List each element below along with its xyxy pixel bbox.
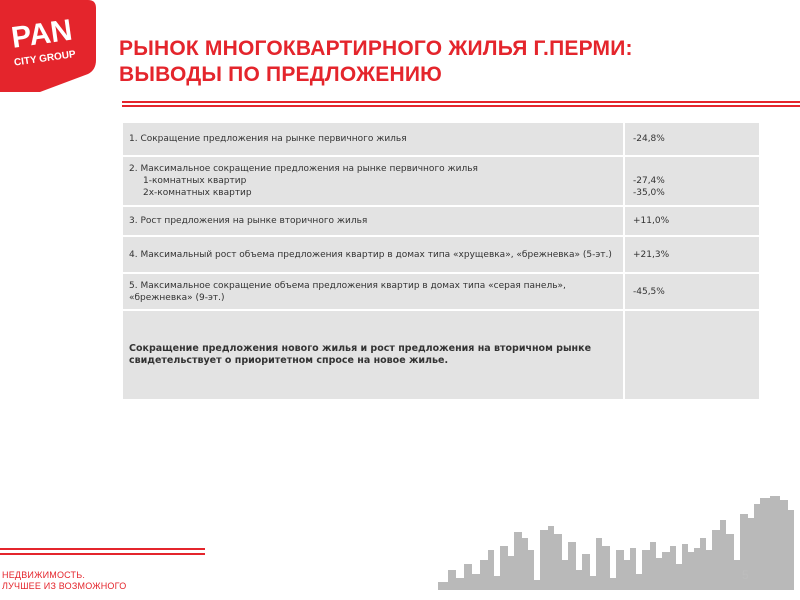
header-divider xyxy=(122,101,800,109)
finding-subvalue: -27,4% xyxy=(633,175,665,186)
finding-value: -24,8% xyxy=(624,122,760,156)
finding-subvalue: -35,0% xyxy=(633,187,665,198)
table-row xyxy=(122,236,760,273)
finding-text: 3. Рост предложения на рынке вторичного жилья xyxy=(122,206,624,236)
conclusion-empty-cell xyxy=(624,310,760,400)
title-line-2: ВЫВОДЫ ПО ПРЕДЛОЖЕНИЮ xyxy=(119,63,443,86)
finding-text: 4. Максимальный рост объема предложения квартир в домах типа «хрущевка», «брежневка» (5-эт.) xyxy=(122,236,624,273)
footer-divider xyxy=(0,548,205,558)
finding-subitem: 2х-комнатных квартир xyxy=(143,188,252,198)
page-title xyxy=(119,36,633,88)
tagline-line-2: ЛУЧШЕЕ ИЗ ВОЗМОЖНОГО xyxy=(2,581,127,591)
findings-table xyxy=(122,122,760,400)
finding-text: 1. Сокращение предложения на рынке первичного жилья xyxy=(122,122,624,156)
finding-subitem: 1-комнатных квартир xyxy=(143,176,247,186)
page-number: 5 xyxy=(742,568,749,582)
table-row xyxy=(122,273,760,310)
title-line-1: РЫНОК МНОГОКВАРТИРНОГО ЖИЛЬЯ Г.ПЕРМИ: xyxy=(119,37,633,60)
finding-text: 5. Максимальное сокращение объема предложения квартир в домах типа «серая панель», «брежневка» (9-эт.) xyxy=(122,273,624,310)
logo-wordmark: PAN xyxy=(9,13,75,55)
finding-value: -45,5% xyxy=(624,273,760,310)
finding-value: +21,3% xyxy=(624,236,760,273)
footer-tagline xyxy=(2,570,126,592)
logo-subtext: CITY GROUP xyxy=(13,49,77,69)
conclusion-text: Сокращение предложения нового жилья и рост предложения на вторичном рынке свидетельствует о приоритетном спросе на новое жилье. xyxy=(122,310,624,400)
finding-value xyxy=(624,156,760,206)
tagline-line-1: НЕДВИЖИМОСТЬ. xyxy=(2,570,86,580)
conclusion-row xyxy=(122,310,760,400)
table-row xyxy=(122,206,760,236)
finding-text-main: 2. Максимальное сокращение предложения на рынке первичного жилья xyxy=(129,164,478,174)
finding-value: +11,0% xyxy=(624,206,760,236)
table-row xyxy=(122,156,760,206)
finding-text xyxy=(122,156,624,206)
pan-city-group-logo xyxy=(0,0,96,92)
table-row xyxy=(122,122,760,156)
